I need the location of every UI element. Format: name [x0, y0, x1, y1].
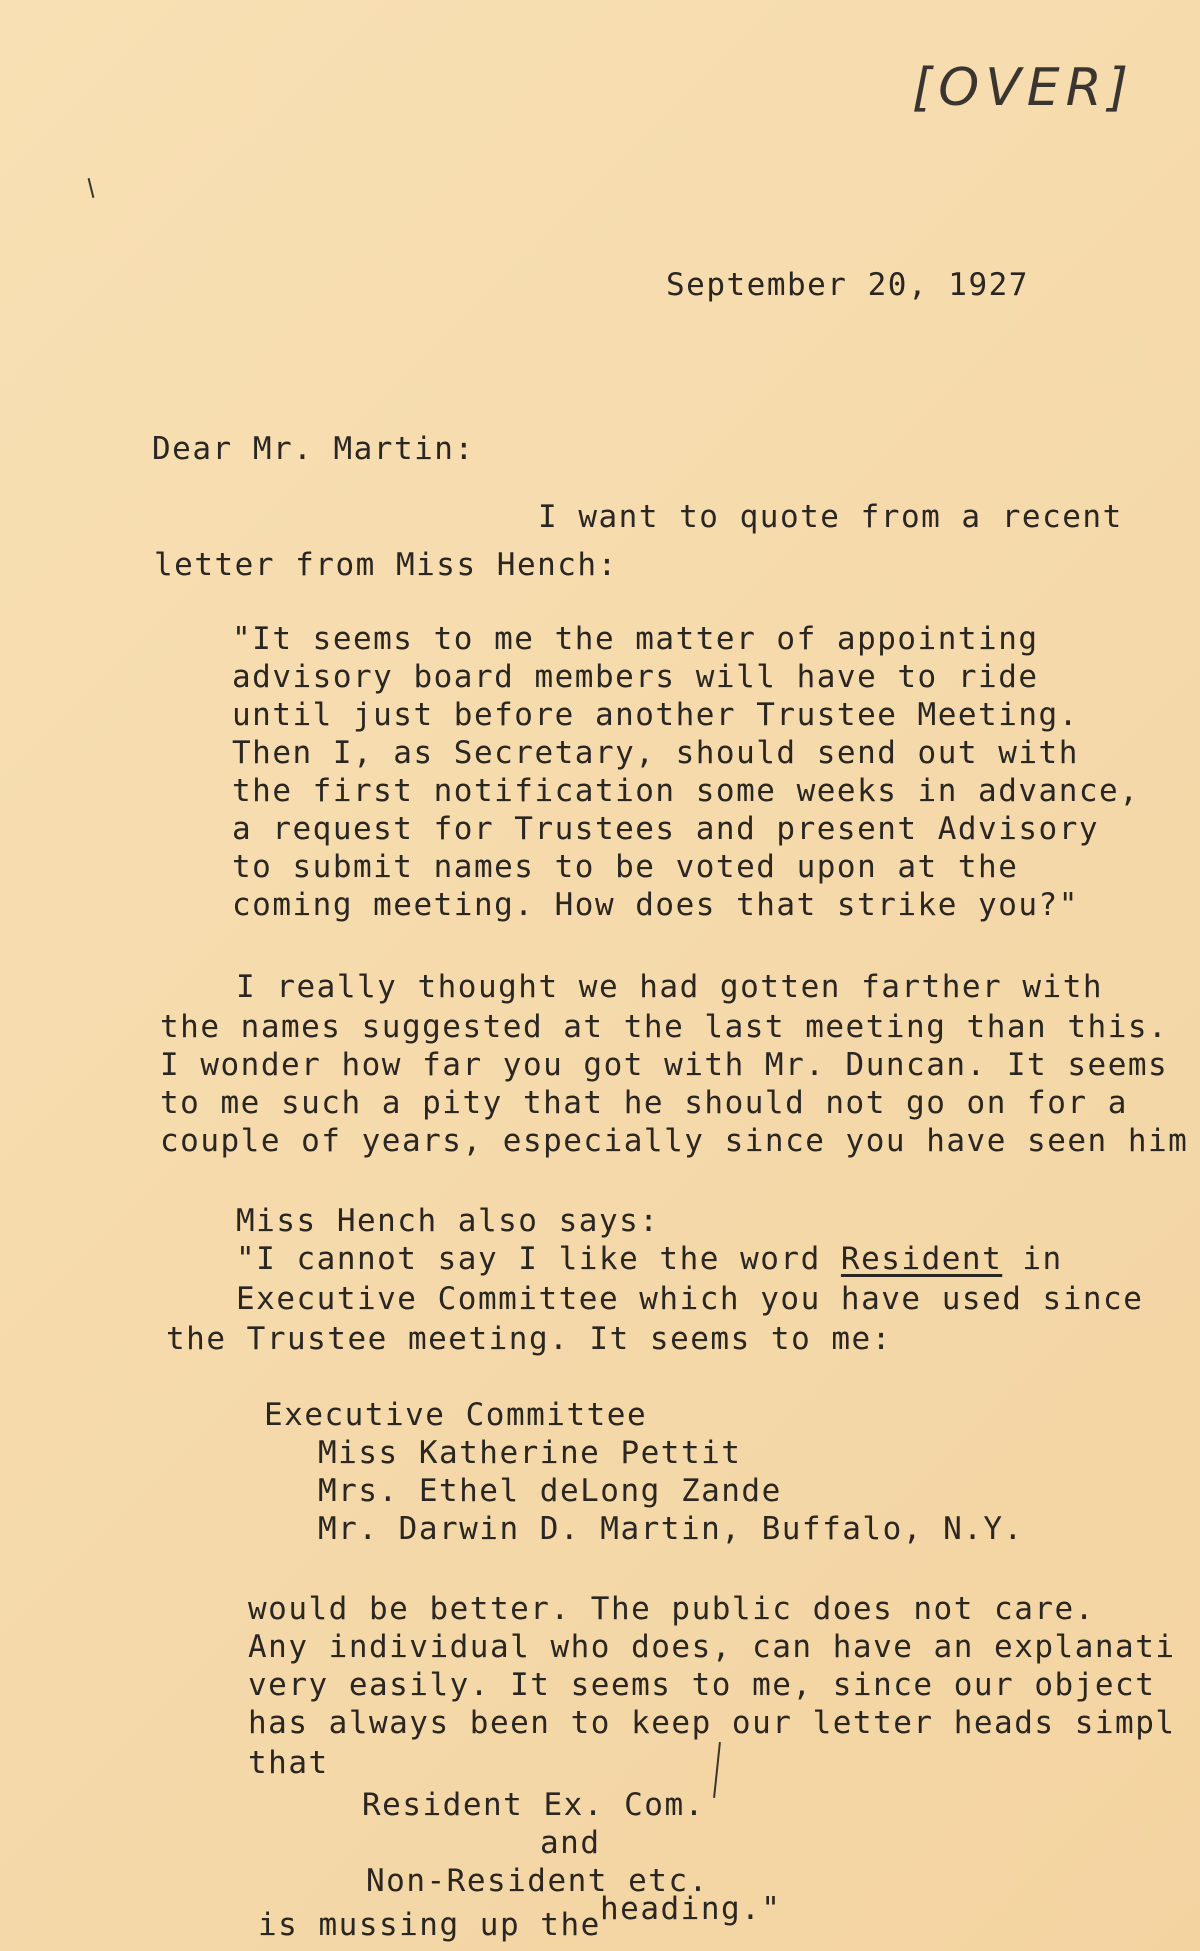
intro-line: I want to quote from a recent	[538, 499, 1123, 535]
quote-line: "It seems to me the matter of appointing	[232, 621, 1039, 657]
paragraph-line: couple of years, especially since you have seen him	[160, 1123, 1189, 1159]
quote-line	[236, 1241, 1063, 1277]
committee-member: Mr. Darwin D. Martin, Buffalo, N.Y.	[318, 1511, 1024, 1547]
paper-mark	[88, 178, 95, 198]
paragraph-line: Miss Hench also says:	[236, 1203, 660, 1239]
intro-line: letter from Miss Hench:	[154, 547, 618, 583]
paragraph-line: to me such a pity that he should not go on for a	[160, 1085, 1128, 1121]
closing-line: and	[540, 1825, 601, 1861]
paragraph-line: Any individual who does, can have an explanati	[248, 1629, 1176, 1665]
salutation: Dear Mr. Martin:	[152, 431, 475, 467]
paragraph-line: the names suggested at the last meeting than this.	[160, 1009, 1169, 1045]
quote-line: Executive Committee which you have used since	[236, 1281, 1144, 1317]
quote-line: the Trustee meeting. It seems to me:	[166, 1321, 892, 1357]
quote-line: coming meeting. How does that strike you?"	[232, 887, 1079, 923]
quote-line: advisory board members will have to ride	[232, 659, 1039, 695]
paragraph-line: that	[248, 1745, 329, 1781]
closing-line: Resident Ex. Com.	[362, 1787, 705, 1823]
handwritten-over-note: [OVER]	[912, 58, 1135, 118]
letter-date: September 20, 1927	[666, 267, 1029, 303]
closing-line: heading."	[600, 1891, 782, 1927]
quote-line: to submit names to be voted upon at the	[232, 849, 1019, 885]
pencil-bracket	[713, 1742, 721, 1798]
paragraph-line: has always been to keep our letter heads simpl	[248, 1705, 1176, 1741]
paragraph-line: I wonder how far you got with Mr. Duncan. It seems	[160, 1047, 1169, 1083]
quote-line: until just before another Trustee Meeting.	[232, 697, 1079, 733]
committee-member: Mrs. Ethel deLong Zande	[318, 1473, 782, 1509]
closing-line: is mussing up the	[258, 1907, 601, 1943]
quote-text: in	[1002, 1241, 1063, 1277]
quote-line: a request for Trustees and present Advisory	[232, 811, 1100, 847]
quote-line: the first notification some weeks in advance,	[232, 773, 1140, 809]
committee-member: Miss Katherine Pettit	[318, 1435, 742, 1471]
quote-line: Then I, as Secretary, should send out with	[232, 735, 1079, 771]
paragraph-line: I really thought we had gotten farther with	[236, 969, 1104, 1005]
committee-heading: Executive Committee	[264, 1397, 648, 1433]
paragraph-line: would be better. The public does not care.	[248, 1591, 1095, 1627]
quote-text: "I cannot say I like the word	[236, 1241, 841, 1277]
underlined-word: Resident	[840, 1241, 1003, 1277]
paragraph-line: very easily. It seems to me, since our object	[248, 1667, 1156, 1703]
closing-line: Non-Resident etc.	[366, 1863, 709, 1899]
